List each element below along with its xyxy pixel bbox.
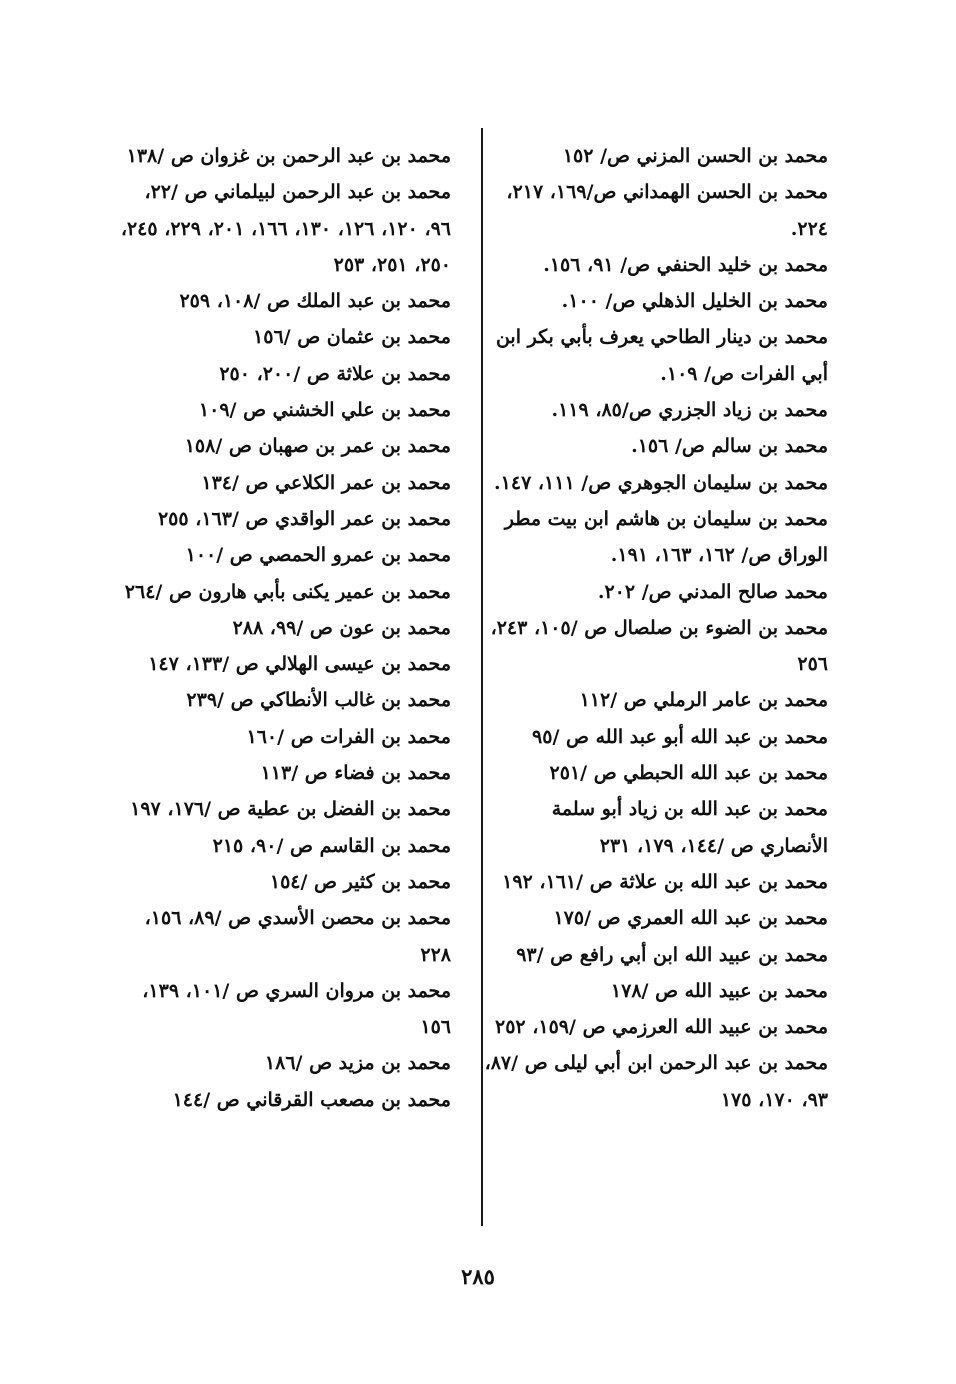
index-entry: محمد بن عمر الواقدي ص /١٦٣، ٢٥٥ bbox=[157, 507, 451, 530]
index-entry: محمد بن سليمان بن هاشم ابن بيت مطر الوراق ص/ ١٦٢، ١٦٣، ١٩١. bbox=[504, 507, 828, 567]
index-column-right bbox=[478, 138, 828, 1118]
index-entry: محمد بن محصن الأسدي ص /٨٩، ١٥٦، ٢٢٨ bbox=[144, 907, 451, 966]
index-entry: محمد بن مروان السري ص /١٠١، ١٣٩، ١٥٦ bbox=[142, 979, 451, 1039]
column-divider bbox=[481, 128, 483, 1226]
index-entry: محمد بن خليد الحنفي ص/ ٩١، ١٥٦. bbox=[543, 253, 828, 276]
index-entry: محمد بن الحسن الهمداني ص/١٦٩، ٢١٧، ٢٢٤. bbox=[506, 181, 828, 240]
index-entry: محمد بن عبد الله بن علاثة ص /١٦١، ١٩٢ bbox=[502, 870, 828, 893]
index-entry: محمد بن سليمان الجوهري ص/ ١١١، ١٤٧. bbox=[494, 471, 828, 494]
index-entry: محمد بن عمرو الحمصي ص /١٠٠ bbox=[185, 544, 451, 567]
index-entry: محمد بن عمر بن صهبان ص /١٥٨ bbox=[184, 435, 451, 458]
index-entry: محمد بن عامر الرملي ص /١١٢ bbox=[579, 689, 828, 712]
index-entry: محمد بن مصعب القرقاني ص /١٤٤ bbox=[172, 1088, 451, 1111]
index-entry: محمد بن عون ص /٩٩، ٢٨٨ bbox=[232, 616, 451, 639]
index-entry: محمد صالح المدني ص/ ٢٠٢. bbox=[597, 580, 828, 603]
index-entry: محمد بن الحسن المزني ص/ ١٥٢ bbox=[562, 145, 828, 167]
index-entry: محمد بن عبد الله الحبطي ص /٢٥١ bbox=[549, 762, 828, 785]
index-entry: محمد بن القاسم ص /٩٠، ٢١٥ bbox=[212, 834, 451, 857]
index-entry: محمد بن زياد الجزري ص/٨٥، ١١٩. bbox=[551, 399, 828, 422]
index-entry: محمد بن الفضل بن عطية ص /١٧٦، ١٩٧ bbox=[130, 798, 451, 821]
index-column-left bbox=[116, 138, 451, 1118]
index-entry: محمد بن سالم ص/ ١٥٦. bbox=[631, 435, 828, 458]
index-entry: محمد بن عبيد الله العرزمي ص /١٥٩، ٢٥٢ bbox=[495, 1016, 828, 1039]
page-number: ٢٨٥ bbox=[461, 1264, 495, 1289]
index-entry: محمد بن علي الخشني ص /١٠٩ bbox=[198, 399, 451, 422]
index-entry: محمد بن عبد الرحمن لبيلماني ص /٢٢، ٩٦، ١٢٠، ١٢٦، ١٣٠، ١٦٦، ٢٠١، ٢٢٩، ٢٤٥، ٢٥٠، ٢٥١، ٢٥٣ bbox=[120, 181, 451, 276]
index-entry: محمد بن عبد الله العمري ص /١٧٥ bbox=[553, 907, 828, 930]
index-entry: محمد بن عبد الله أبو عبد الله ص /٩٥ bbox=[532, 725, 828, 748]
index-entry: محمد بن عبد الملك ص /١٠٨، ٢٥٩ bbox=[179, 290, 451, 313]
index-entry: محمد بن مزيد ص /١٨٦ bbox=[264, 1052, 451, 1075]
index-entry: محمد بن غالب الأنطاكي ص /٢٣٩ bbox=[186, 689, 451, 712]
index-entry: محمد بن عبد الله بن زياد أبو سلمة الأنصاري ص /١٤٤، ١٧٩، ٢٣١ bbox=[551, 798, 828, 857]
index-entry: محمد بن الفرات ص /١٦٠ bbox=[246, 725, 451, 748]
index-entry: محمد بن عمر الكلاعي ص /١٣٤ bbox=[201, 471, 451, 494]
index-entry: محمد بن عبد الرحمن ابن أبي ليلى ص /٨٧، ٩٣، ١٧٠، ١٧٥ bbox=[484, 1052, 828, 1111]
index-entry: محمد بن علاثة ص /٢٠٠، ٢٥٠ bbox=[219, 362, 451, 385]
index-entry: محمد بن فضاء ص /١١٣ bbox=[260, 762, 451, 785]
index-entry: محمد بن عيسى الهلالي ص /١٣٣، ١٤٧ bbox=[148, 653, 451, 676]
index-entry: محمد بن كثير ص /١٥٤ bbox=[269, 870, 451, 893]
index-entry: محمد بن عمير يكنى بأبي هارون ص /٢٦٤ bbox=[124, 580, 451, 603]
index-entry: محمد بن عبد الرحمن بن غزوان ص /١٣٨ bbox=[126, 145, 451, 167]
index-entry: محمد بن عثمان ص /١٥٦ bbox=[253, 326, 451, 349]
index-entry: محمد بن الضوء بن صلصال ص /١٠٥، ٢٤٣، ٢٥٦ bbox=[490, 616, 828, 676]
index-entry: محمد بن عبيد الله ابن أبي رافع ص /٩٣ bbox=[516, 943, 828, 966]
index-entry: محمد بن عبيد الله ص /١٧٨ bbox=[610, 979, 828, 1002]
index-entry: محمد بن الخليل الذهلي ص/ ١٠٠. bbox=[561, 290, 828, 313]
index-entry: محمد بن دينار الطاحي يعرف بأبي بكر ابن أبي الفرات ص/ ١٠٩. bbox=[495, 326, 828, 385]
